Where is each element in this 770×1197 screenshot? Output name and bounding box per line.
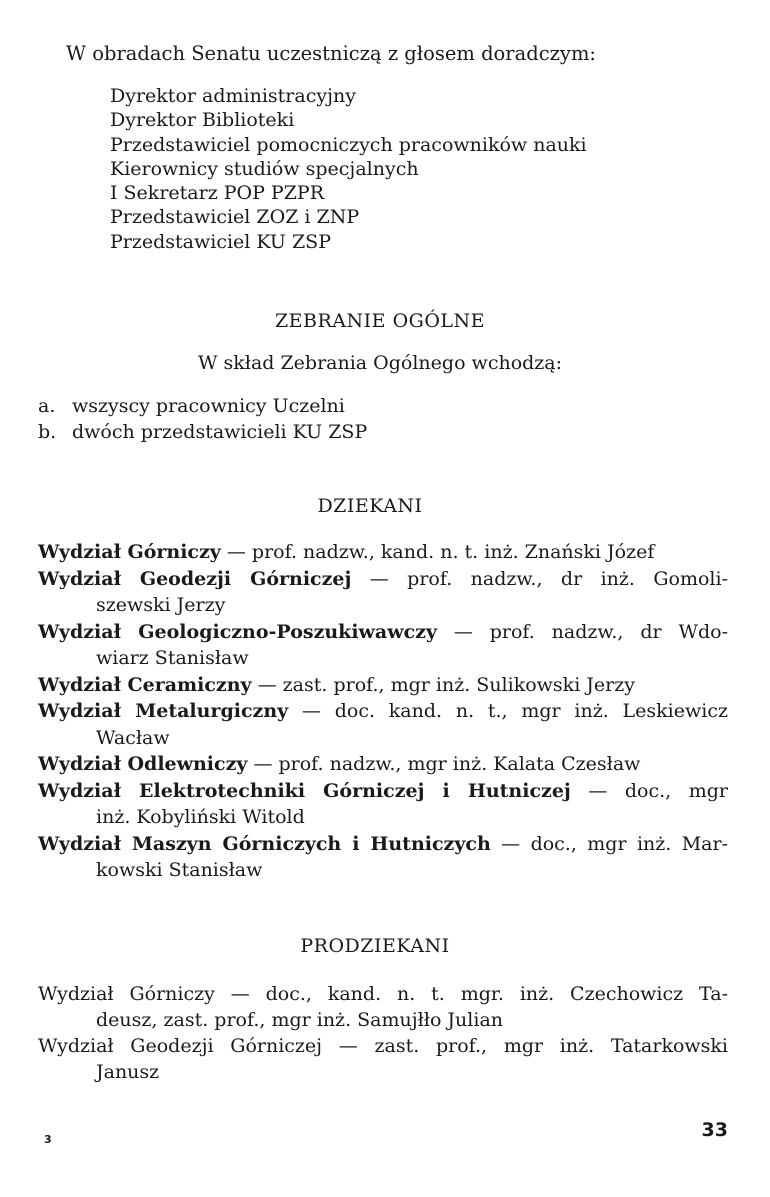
entry-continuation: kowski Stanisław xyxy=(96,859,263,881)
entry-text: — doc. kand. n. t., mgr inż. Leskiewicz xyxy=(288,700,728,722)
list-item: I Sekretarz POP PZPR xyxy=(110,182,325,205)
entry-line xyxy=(38,779,728,806)
vice-dean-entry xyxy=(38,982,728,1034)
faculty-name: Wydział Górniczy xyxy=(38,541,221,563)
entry-line: Wydział Geodezji Górniczej — zast. prof., mgr inż. Tatarkowski xyxy=(38,1035,728,1057)
dean-entry xyxy=(38,540,728,567)
dean-entry xyxy=(38,620,728,673)
dean-entry xyxy=(38,673,728,700)
entry-continuation: deusz, zast. prof., mgr inż. Samujłło Julian xyxy=(96,1009,504,1031)
list-text: dwóch przedstawicieli KU ZSP xyxy=(72,420,368,443)
vice-deans-heading: PRODZIEKANI xyxy=(300,935,450,957)
entry-line xyxy=(38,620,728,647)
general-assembly-members xyxy=(38,394,367,445)
entry-continuation: Janusz xyxy=(96,1061,160,1083)
entry-continuation: inż. Kobyliński Witold xyxy=(96,806,305,828)
entry-continuation: szewski Jerzy xyxy=(96,594,226,616)
list-letter: a. xyxy=(38,395,56,417)
list-item: Dyrektor administracyjny xyxy=(110,85,356,107)
entry-text: — zast. prof., mgr inż. Sulikowski Jerzy xyxy=(251,673,635,696)
faculty-name: Wydział Metalurgiczny xyxy=(38,700,289,722)
entry-continuation: Wacław xyxy=(96,726,170,749)
signature-mark: 3 xyxy=(44,1133,52,1146)
dean-entry xyxy=(38,779,728,832)
entry-continuation: wiarz Stanisław xyxy=(96,647,249,669)
entry-text: — prof. nadzw., dr inż. Gomoli- xyxy=(351,567,728,590)
faculty-name: Wydział Elektrotechniki Górniczej i Hutniczej xyxy=(38,779,571,802)
general-assembly-lead: W skład Zebrania Ogólnego wchodzą: xyxy=(197,352,563,374)
entry-text: — prof. nadzw., kand. n. t. inż. Znański Józef xyxy=(220,541,655,563)
vice-dean-entry xyxy=(38,1034,728,1086)
entry-line xyxy=(38,832,728,859)
entry-line: Wydział Górniczy — doc., kand. n. t. mgr. inż. Czechowicz Ta- xyxy=(38,983,728,1005)
entry-line xyxy=(38,567,728,594)
list-letter: b. xyxy=(38,420,57,443)
deans-list xyxy=(38,540,728,885)
entry-line xyxy=(38,752,728,779)
list-item: Przedstawiciel ZOZ i ZNP xyxy=(110,206,360,229)
faculty-name: Wydział Geodezji Górniczej xyxy=(38,567,352,590)
dean-entry xyxy=(38,832,728,885)
faculty-name: Wydział Odlewniczy xyxy=(38,753,248,775)
dean-entry xyxy=(38,752,728,779)
list-item: Kierownicy studiów specjalnych xyxy=(110,157,419,180)
entry-text: — prof. nadzw., mgr inż. Kalata Czesław xyxy=(247,753,641,775)
senate-intro: W obradach Senatu uczestniczą z głosem doradczym: xyxy=(66,42,597,65)
entry-text: — doc., mgr inż. Mar- xyxy=(490,832,729,855)
vice-deans-list xyxy=(38,982,728,1086)
faculty-name: Wydział Maszyn Górniczych i Hutniczych xyxy=(38,832,491,855)
dean-entry xyxy=(38,567,728,620)
entry-line xyxy=(38,699,728,726)
entry-text: — doc., mgr xyxy=(570,779,728,802)
page-number: 33 xyxy=(701,1119,728,1141)
entry-text: — prof. nadzw., dr Wdo- xyxy=(436,620,728,643)
general-assembly-heading: ZEBRANIE OGÓLNE xyxy=(274,310,486,332)
list-text: wszyscy pracownicy Uczelni xyxy=(72,395,345,417)
list-item: Przedstawiciel pomocniczych pracowników nauki xyxy=(110,133,587,156)
list-item xyxy=(38,420,367,446)
list-item: Dyrektor Biblioteki xyxy=(110,109,295,132)
deans-heading: DZIEKANI xyxy=(317,495,423,517)
senate-advisors-list xyxy=(110,84,587,254)
list-item: Przedstawiciel KU ZSP xyxy=(110,230,331,253)
list-item xyxy=(38,394,367,420)
entry-line xyxy=(38,540,728,567)
faculty-name: Wydział Geologiczno-Poszukiwawczy xyxy=(38,620,437,643)
dean-entry xyxy=(38,699,728,752)
faculty-name: Wydział Ceramiczny xyxy=(38,673,252,696)
entry-line xyxy=(38,673,728,700)
